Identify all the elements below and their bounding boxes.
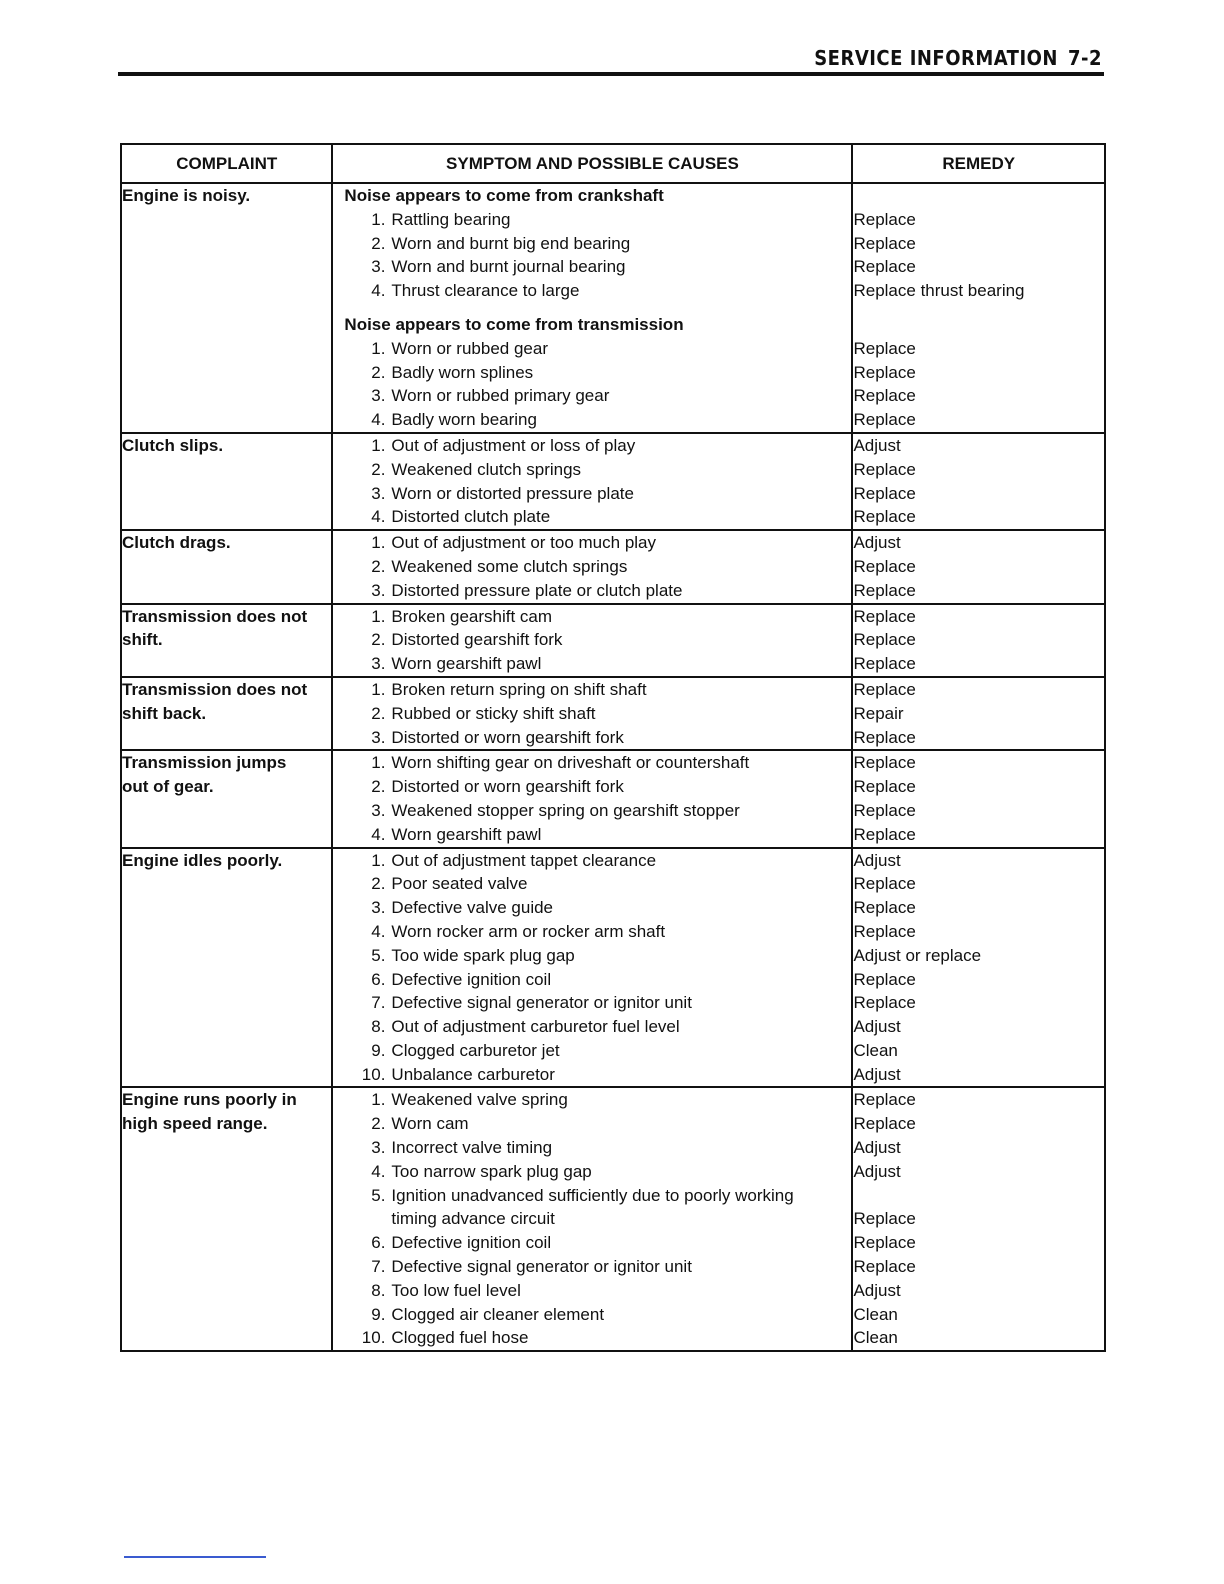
complaint-text: out of gear. [122, 777, 214, 797]
cause-text: Broken return spring on shift shaft [391, 679, 647, 699]
cause-number: 4. [371, 921, 386, 941]
cause-text: Out of adjustment tappet clearance [391, 850, 657, 870]
remedy-cell [852, 604, 1105, 677]
remedy-text: Clean [853, 1304, 898, 1324]
cause-item [333, 991, 851, 1015]
cause-text: Out of adjustment or too much play [391, 533, 657, 553]
remedy-text: Repair [853, 703, 904, 723]
cause-item [333, 279, 851, 303]
remedy-text: Adjust [853, 533, 901, 553]
complaint-text: Engine is noisy. [122, 186, 251, 205]
cause-number: 1. [371, 209, 386, 229]
causes-cell [332, 1087, 852, 1351]
complaint-cell [121, 433, 332, 530]
remedy-spacer [853, 184, 1104, 208]
cause-item [333, 1326, 851, 1350]
cause-text: Worn and burnt journal bearing [391, 257, 626, 277]
cause-text: Worn or rubbed primary gear [391, 386, 610, 406]
cause-item [333, 1088, 851, 1112]
cause-number: 3. [371, 898, 386, 918]
column-header-remedy: REMEDY [852, 144, 1105, 183]
cause-text: Distorted or worn gearshift fork [391, 727, 624, 747]
remedy-text: Replace [853, 753, 916, 773]
cause-number: 2. [371, 630, 386, 650]
cause-text: Rattling bearing [391, 209, 511, 229]
complaint-text: Engine runs poorly in [122, 1090, 297, 1110]
remedy-text: Adjust [853, 1280, 901, 1300]
cause-number: 6. [371, 1233, 386, 1253]
complaint-cell [121, 1087, 332, 1351]
cause-item [333, 1160, 851, 1184]
remedy-text: Replace [853, 679, 916, 699]
remedy-text: Replace [853, 459, 916, 479]
cause-text: Broken gearshift cam [391, 606, 553, 626]
cause-number: 5. [371, 945, 386, 965]
cause-text: Worn or rubbed gear [391, 338, 548, 358]
cause-item [333, 1231, 851, 1255]
causes-cell [332, 677, 852, 750]
cause-item [333, 1063, 851, 1087]
cause-text-continued: timing advance circuit [391, 1209, 555, 1229]
cause-text: Incorrect valve timing [391, 1138, 553, 1158]
cause-item [333, 1255, 851, 1279]
remedy-text: Replace [853, 1233, 916, 1253]
cause-item [333, 1184, 851, 1208]
remedy-text: Replace [853, 580, 916, 600]
table-row [121, 433, 1105, 530]
remedy-text: Adjust [853, 1017, 901, 1037]
table-body [121, 183, 1105, 1351]
page-header [814, 46, 1102, 70]
remedy-text: Replace [853, 993, 916, 1013]
cause-text: Thrust clearance to large [391, 281, 580, 301]
remedy-text: Adjust [853, 1161, 901, 1181]
causes-cell [332, 433, 852, 530]
page-number: 7-2 [1067, 46, 1102, 70]
cause-text: Clogged carburetor jet [391, 1040, 560, 1060]
remedy-text: Clean [853, 1328, 898, 1348]
cause-number: 1. [371, 679, 386, 699]
cause-item [333, 799, 851, 823]
remedy-text: Replace [853, 921, 916, 941]
complaint-text: shift back. [122, 703, 207, 723]
cause-item [333, 849, 851, 873]
remedy-text: Adjust [853, 435, 901, 455]
cause-item [333, 678, 851, 702]
cause-number: 2. [371, 777, 386, 797]
cause-text: Worn or distorted pressure plate [391, 483, 634, 503]
remedy-text: Replace [853, 1257, 916, 1277]
remedy-text: Adjust [853, 1138, 901, 1158]
cause-text: Too narrow spark plug gap [391, 1161, 592, 1181]
remedy-text: Clean [853, 1040, 898, 1060]
cause-item [333, 751, 851, 775]
cause-item [333, 579, 851, 603]
cause-item [333, 208, 851, 232]
complaint-text: Clutch slips. [122, 435, 224, 455]
table-row [121, 1087, 1105, 1351]
remedy-text: Replace [853, 362, 916, 382]
cause-item [333, 872, 851, 896]
remedy-text: Replace [853, 1114, 916, 1134]
cause-item [333, 1039, 851, 1063]
cause-item [333, 968, 851, 992]
causes-cell [332, 848, 852, 1088]
cause-text: Worn and burnt big end bearing [391, 233, 631, 253]
cause-number: 1. [371, 338, 386, 358]
remedy-text: Replace [853, 606, 916, 626]
cause-number: 2. [371, 1114, 386, 1134]
remedy-cell [852, 530, 1105, 603]
cause-number: 2. [371, 459, 386, 479]
remedy-text: Replace [853, 386, 916, 406]
cause-number: 4. [371, 281, 386, 301]
cause-item [333, 775, 851, 799]
remedy-cell [852, 183, 1105, 433]
cause-text: Distorted gearshift fork [391, 630, 563, 650]
cause-text: Defective ignition coil [391, 969, 552, 989]
cause-item [333, 384, 851, 408]
remedy-text: Replace [853, 338, 916, 358]
complaint-text: Transmission jumps [122, 753, 287, 773]
cause-number: 10. [361, 1064, 386, 1084]
remedy-spacer [853, 1184, 1104, 1208]
causes-cell [332, 604, 852, 677]
cause-number: 7. [371, 1257, 386, 1277]
cause-item [333, 628, 851, 652]
cause-group-title: Noise appears to come from transmission [344, 314, 684, 334]
cause-number: 1. [371, 1090, 386, 1110]
cause-text: Weakened valve spring [391, 1090, 568, 1110]
cause-number: 3. [371, 257, 386, 277]
cause-number: 5. [371, 1185, 386, 1205]
column-header-complaint: COMPLAINT [121, 144, 332, 183]
cause-number: 8. [371, 1017, 386, 1037]
cause-item [333, 531, 851, 555]
table-row [121, 848, 1105, 1088]
cause-number: 4. [371, 410, 386, 430]
troubleshooting-table [120, 143, 1106, 1352]
table-row [121, 183, 1105, 433]
cause-text: Defective ignition coil [391, 1233, 552, 1253]
cause-item [333, 361, 851, 385]
remedy-text: Replace [853, 898, 916, 918]
cause-number: 2. [371, 556, 386, 576]
remedy-text: Adjust [853, 850, 901, 870]
cause-text: Rubbed or sticky shift shaft [391, 703, 596, 723]
cause-text: Distorted pressure plate or clutch plate [391, 580, 683, 600]
cause-item-continued [333, 1207, 851, 1231]
remedy-text: Adjust or replace [853, 945, 982, 965]
cause-item [333, 726, 851, 750]
cause-number-blank [333, 1207, 391, 1231]
complaint-cell [121, 677, 332, 750]
complaint-text: Transmission does not [122, 679, 308, 699]
complaint-cell [121, 183, 332, 433]
cause-number: 3. [371, 800, 386, 820]
cause-item [333, 482, 851, 506]
group-gap [853, 303, 1104, 313]
table-row [121, 677, 1105, 750]
cause-text: Worn rocker arm or rocker arm shaft [391, 921, 666, 941]
cause-text: Out of adjustment or loss of play [391, 435, 636, 455]
cause-item [333, 823, 851, 847]
column-header-symptom: SYMPTOM AND POSSIBLE CAUSES [332, 144, 852, 183]
remedy-text: Replace [853, 874, 916, 894]
remedy-cell [852, 750, 1105, 847]
remedy-text: Replace [853, 233, 916, 253]
cause-item [333, 255, 851, 279]
table-row [121, 604, 1105, 677]
causes-cell [332, 750, 852, 847]
remedy-text: Replace [853, 1209, 916, 1229]
cause-item [333, 1112, 851, 1136]
cause-number: 4. [371, 507, 386, 527]
complaint-text: shift. [122, 630, 163, 650]
remedy-text: Replace [853, 410, 916, 430]
cause-item [333, 555, 851, 579]
cause-item [333, 505, 851, 529]
cause-item [333, 920, 851, 944]
cause-item [333, 337, 851, 361]
cause-number: 1. [371, 435, 386, 455]
cause-item [333, 1136, 851, 1160]
remedy-text: Replace [853, 483, 916, 503]
remedy-cell [852, 848, 1105, 1088]
cause-text: Defective signal generator or ignitor unit [391, 993, 692, 1013]
cause-item [333, 1015, 851, 1039]
cause-text: Weakened stopper spring on gearshift stopper [391, 800, 740, 820]
table-header-row [121, 144, 1105, 183]
complaint-cell [121, 750, 332, 847]
cause-item [333, 702, 851, 726]
cause-number: 10. [361, 1328, 386, 1348]
cause-text: Distorted or worn gearshift fork [391, 777, 624, 797]
cause-item [333, 944, 851, 968]
complaint-text: Transmission does not [122, 606, 308, 626]
remedy-text: Replace [853, 1090, 916, 1110]
complaint-text: Clutch drags. [122, 533, 231, 553]
section-title: SERVICE INFORMATION [814, 46, 1058, 70]
cause-item [333, 652, 851, 676]
remedy-cell [852, 677, 1105, 750]
remedy-text: Replace [853, 556, 916, 576]
cause-text: Poor seated valve [391, 874, 528, 894]
cause-item [333, 1279, 851, 1303]
header-rule [118, 72, 1104, 76]
cause-number: 2. [371, 703, 386, 723]
cause-number: 3. [371, 727, 386, 747]
cause-text: Clogged air cleaner element [391, 1304, 605, 1324]
remedy-text: Replace [853, 777, 916, 797]
remedy-text: Replace [853, 824, 916, 844]
cause-text: Weakened some clutch springs [391, 556, 628, 576]
cause-number: 1. [371, 533, 386, 553]
cause-text: Defective signal generator or ignitor unit [391, 1257, 692, 1277]
cause-number: 4. [371, 1161, 386, 1181]
cause-item [333, 605, 851, 629]
cause-number: 6. [371, 969, 386, 989]
remedy-text: Replace [853, 257, 916, 277]
cause-text: Weakened clutch springs [391, 459, 582, 479]
complaint-text: high speed range. [122, 1114, 268, 1134]
cause-text: Too wide spark plug gap [391, 945, 575, 965]
cause-text: Badly worn splines [391, 362, 534, 382]
cause-number: 8. [371, 1280, 386, 1300]
cause-number: 2. [371, 233, 386, 253]
group-gap [333, 303, 851, 313]
cause-number: 1. [371, 850, 386, 870]
cause-text: Out of adjustment carburetor fuel level [391, 1017, 680, 1037]
cause-text: Too low fuel level [391, 1280, 521, 1300]
cause-number: 2. [371, 362, 386, 382]
cause-number: 3. [371, 483, 386, 503]
cause-number: 9. [371, 1040, 386, 1060]
cause-item [333, 1303, 851, 1327]
cause-text: Worn gearshift pawl [391, 824, 542, 844]
causes-cell [332, 183, 852, 433]
cause-number: 9. [371, 1304, 386, 1324]
cause-item [333, 232, 851, 256]
cause-number: 2. [371, 874, 386, 894]
cause-text: Worn shifting gear on driveshaft or countershaft [391, 753, 750, 773]
cause-item [333, 896, 851, 920]
remedy-text: Replace [853, 727, 916, 747]
cause-number: 3. [371, 386, 386, 406]
cause-number: 7. [371, 993, 386, 1013]
complaint-cell [121, 530, 332, 603]
cause-item [333, 434, 851, 458]
cause-number: 4. [371, 824, 386, 844]
complaint-cell [121, 604, 332, 677]
cause-text: Worn gearshift pawl [391, 654, 542, 674]
footer-mark [124, 1556, 266, 1558]
remedy-text: Replace [853, 507, 916, 527]
causes-cell [332, 530, 852, 603]
cause-number: 1. [371, 606, 386, 626]
remedy-cell [852, 1087, 1105, 1351]
cause-text: Ignition unadvanced sufficiently due to poorly working [391, 1185, 794, 1205]
cause-group-title: Noise appears to come from crankshaft [344, 186, 664, 205]
cause-item [333, 458, 851, 482]
remedy-text: Replace [853, 209, 916, 229]
cause-text: Worn cam [391, 1114, 469, 1134]
remedy-text: Replace [853, 969, 916, 989]
remedy-text: Replace [853, 654, 916, 674]
cause-number: 3. [371, 580, 386, 600]
complaint-cell [121, 848, 332, 1088]
remedy-text: Replace [853, 800, 916, 820]
cause-number: 3. [371, 654, 386, 674]
cause-number: 3. [371, 1138, 386, 1158]
cause-text: Unbalance carburetor [391, 1064, 555, 1084]
cause-text: Defective valve guide [391, 898, 554, 918]
remedy-text: Adjust [853, 1064, 901, 1084]
cause-text: Badly worn bearing [391, 410, 537, 430]
cause-item [333, 408, 851, 432]
remedy-cell [852, 433, 1105, 530]
cause-text: Clogged fuel hose [391, 1328, 529, 1348]
remedy-text: Replace [853, 630, 916, 650]
remedy-text: Replace thrust bearing [853, 281, 1025, 301]
cause-number: 1. [371, 753, 386, 773]
complaint-text: Engine idles poorly. [122, 850, 283, 870]
table-row [121, 530, 1105, 603]
table-row [121, 750, 1105, 847]
remedy-spacer [853, 313, 1104, 337]
cause-text: Distorted clutch plate [391, 507, 551, 527]
